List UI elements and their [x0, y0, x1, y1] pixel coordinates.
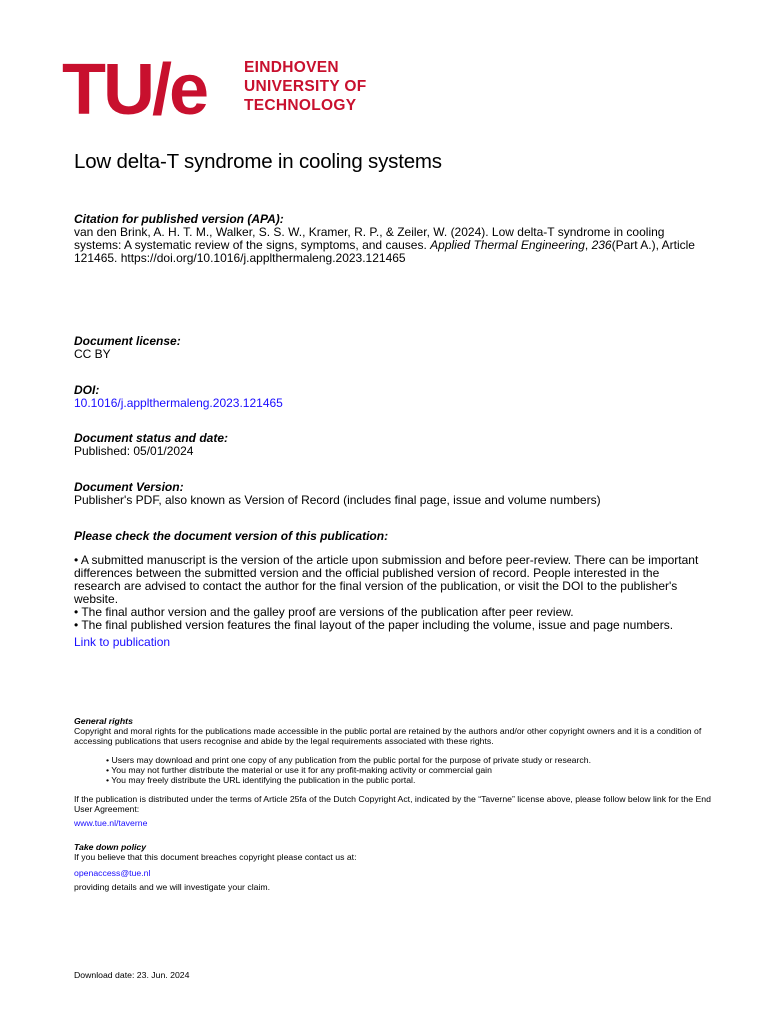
general-rights-section: [74, 716, 722, 746]
takedown-text: If you believe that this document breaches copyright please contact us at:: [74, 852, 357, 862]
taverne-link[interactable]: www.tue.nl/taverne: [74, 818, 148, 828]
citation-separator: ,: [584, 238, 592, 252]
license-section: [74, 335, 699, 361]
logo-line: UNIVERSITY OF: [244, 78, 367, 95]
logo-line: EINDHOVEN: [244, 59, 339, 76]
status-value: Published: 05/01/2024: [74, 444, 194, 458]
rights-bullet: • Users may download and print one copy of any publication from the public portal for the purpose of private study or research.: [106, 755, 591, 765]
license-value: CC BY: [74, 347, 111, 361]
citation-label: Citation for published version (APA):: [74, 212, 284, 226]
logo-mark: TU/e: [62, 50, 207, 130]
check-section: [74, 530, 699, 649]
status-label: Document status and date:: [74, 431, 229, 445]
citation-volume: 236: [591, 238, 612, 252]
openaccess-email-link[interactable]: openaccess@tue.nl: [74, 868, 151, 878]
document-title: Low delta-T syndrome in cooling systems: [74, 150, 442, 173]
tue-logo: [62, 50, 392, 130]
license-label: Document license:: [74, 334, 181, 348]
citation-section: [74, 213, 699, 265]
takedown-closing: providing details and we will investigate your claim.: [74, 882, 271, 892]
check-bullet: • The final author version and the galley proof are versions of the publication after peer review.: [74, 605, 574, 619]
citation-text: [74, 226, 699, 265]
check-bullet: • A submitted manuscript is the version of the article upon submission and before peer-review. There can be important differences between the submitted version and the official published version of record. People interested in the research are advised to contact the author for the final version of the publication, or visit the DOI to the publisher's website.: [74, 553, 699, 606]
version-label: Document Version:: [74, 480, 184, 494]
general-rights-label: General rights: [74, 716, 133, 726]
takedown-section: [74, 842, 699, 892]
logo-line: TECHNOLOGY: [244, 97, 357, 114]
version-value: Publisher's PDF, also known as Version of Record (includes final page, issue and volume numbers): [74, 493, 601, 507]
logo-wordmark: [244, 58, 366, 115]
check-bullet: • The final published version features the final layout of the paper including the volume, issue and page numbers.: [74, 618, 674, 632]
citation-authors: van den Brink, A. H. T. M., Walker, S. S. W., Kramer, R. P., & Zeiler, W. (2024). Low delta-T syndrome in cooling systems: A systematic review of the signs, symptoms, and causes.: [74, 225, 665, 252]
rights-bullet: • You may not further distribute the material or use it for any profit-making activity or commercial gain: [106, 765, 492, 775]
check-label: Please check the document version of this publication:: [74, 529, 389, 543]
doi-link[interactable]: 10.1016/j.applthermaleng.2023.121465: [74, 396, 283, 410]
takedown-label: Take down policy: [74, 842, 147, 852]
status-section: [74, 432, 699, 458]
taverne-text: If the publication is distributed under the terms of Article 25fa of the Dutch Copyright Act, indicated by the “Taverne” license above, please follow below link for the End User Agreement:: [74, 794, 711, 814]
rights-bullet: • You may freely distribute the URL identifying the publication in the public portal.: [106, 775, 416, 785]
general-rights-bullets: [106, 755, 706, 785]
link-to-publication[interactable]: Link to publication: [74, 635, 171, 649]
citation-journal: Applied Thermal Engineering: [430, 238, 585, 252]
doi-section: [74, 384, 699, 410]
general-rights-text: Copyright and moral rights for the publications made accessible in the public portal are retained by the authors and/or other copyright owners and it is a condition of accessing publications that users recognise and abide by the legal requirements associated with these rights.: [74, 726, 702, 746]
doi-label: DOI:: [74, 383, 100, 397]
download-date: Download date: 23. Jun. 2024: [74, 970, 190, 980]
version-section: [74, 481, 699, 507]
taverne-section: [74, 794, 722, 828]
citation-rest: (Part A.), Article 121465. https://doi.org/10.1016/j.applthermaleng.2023.121465: [74, 238, 695, 265]
